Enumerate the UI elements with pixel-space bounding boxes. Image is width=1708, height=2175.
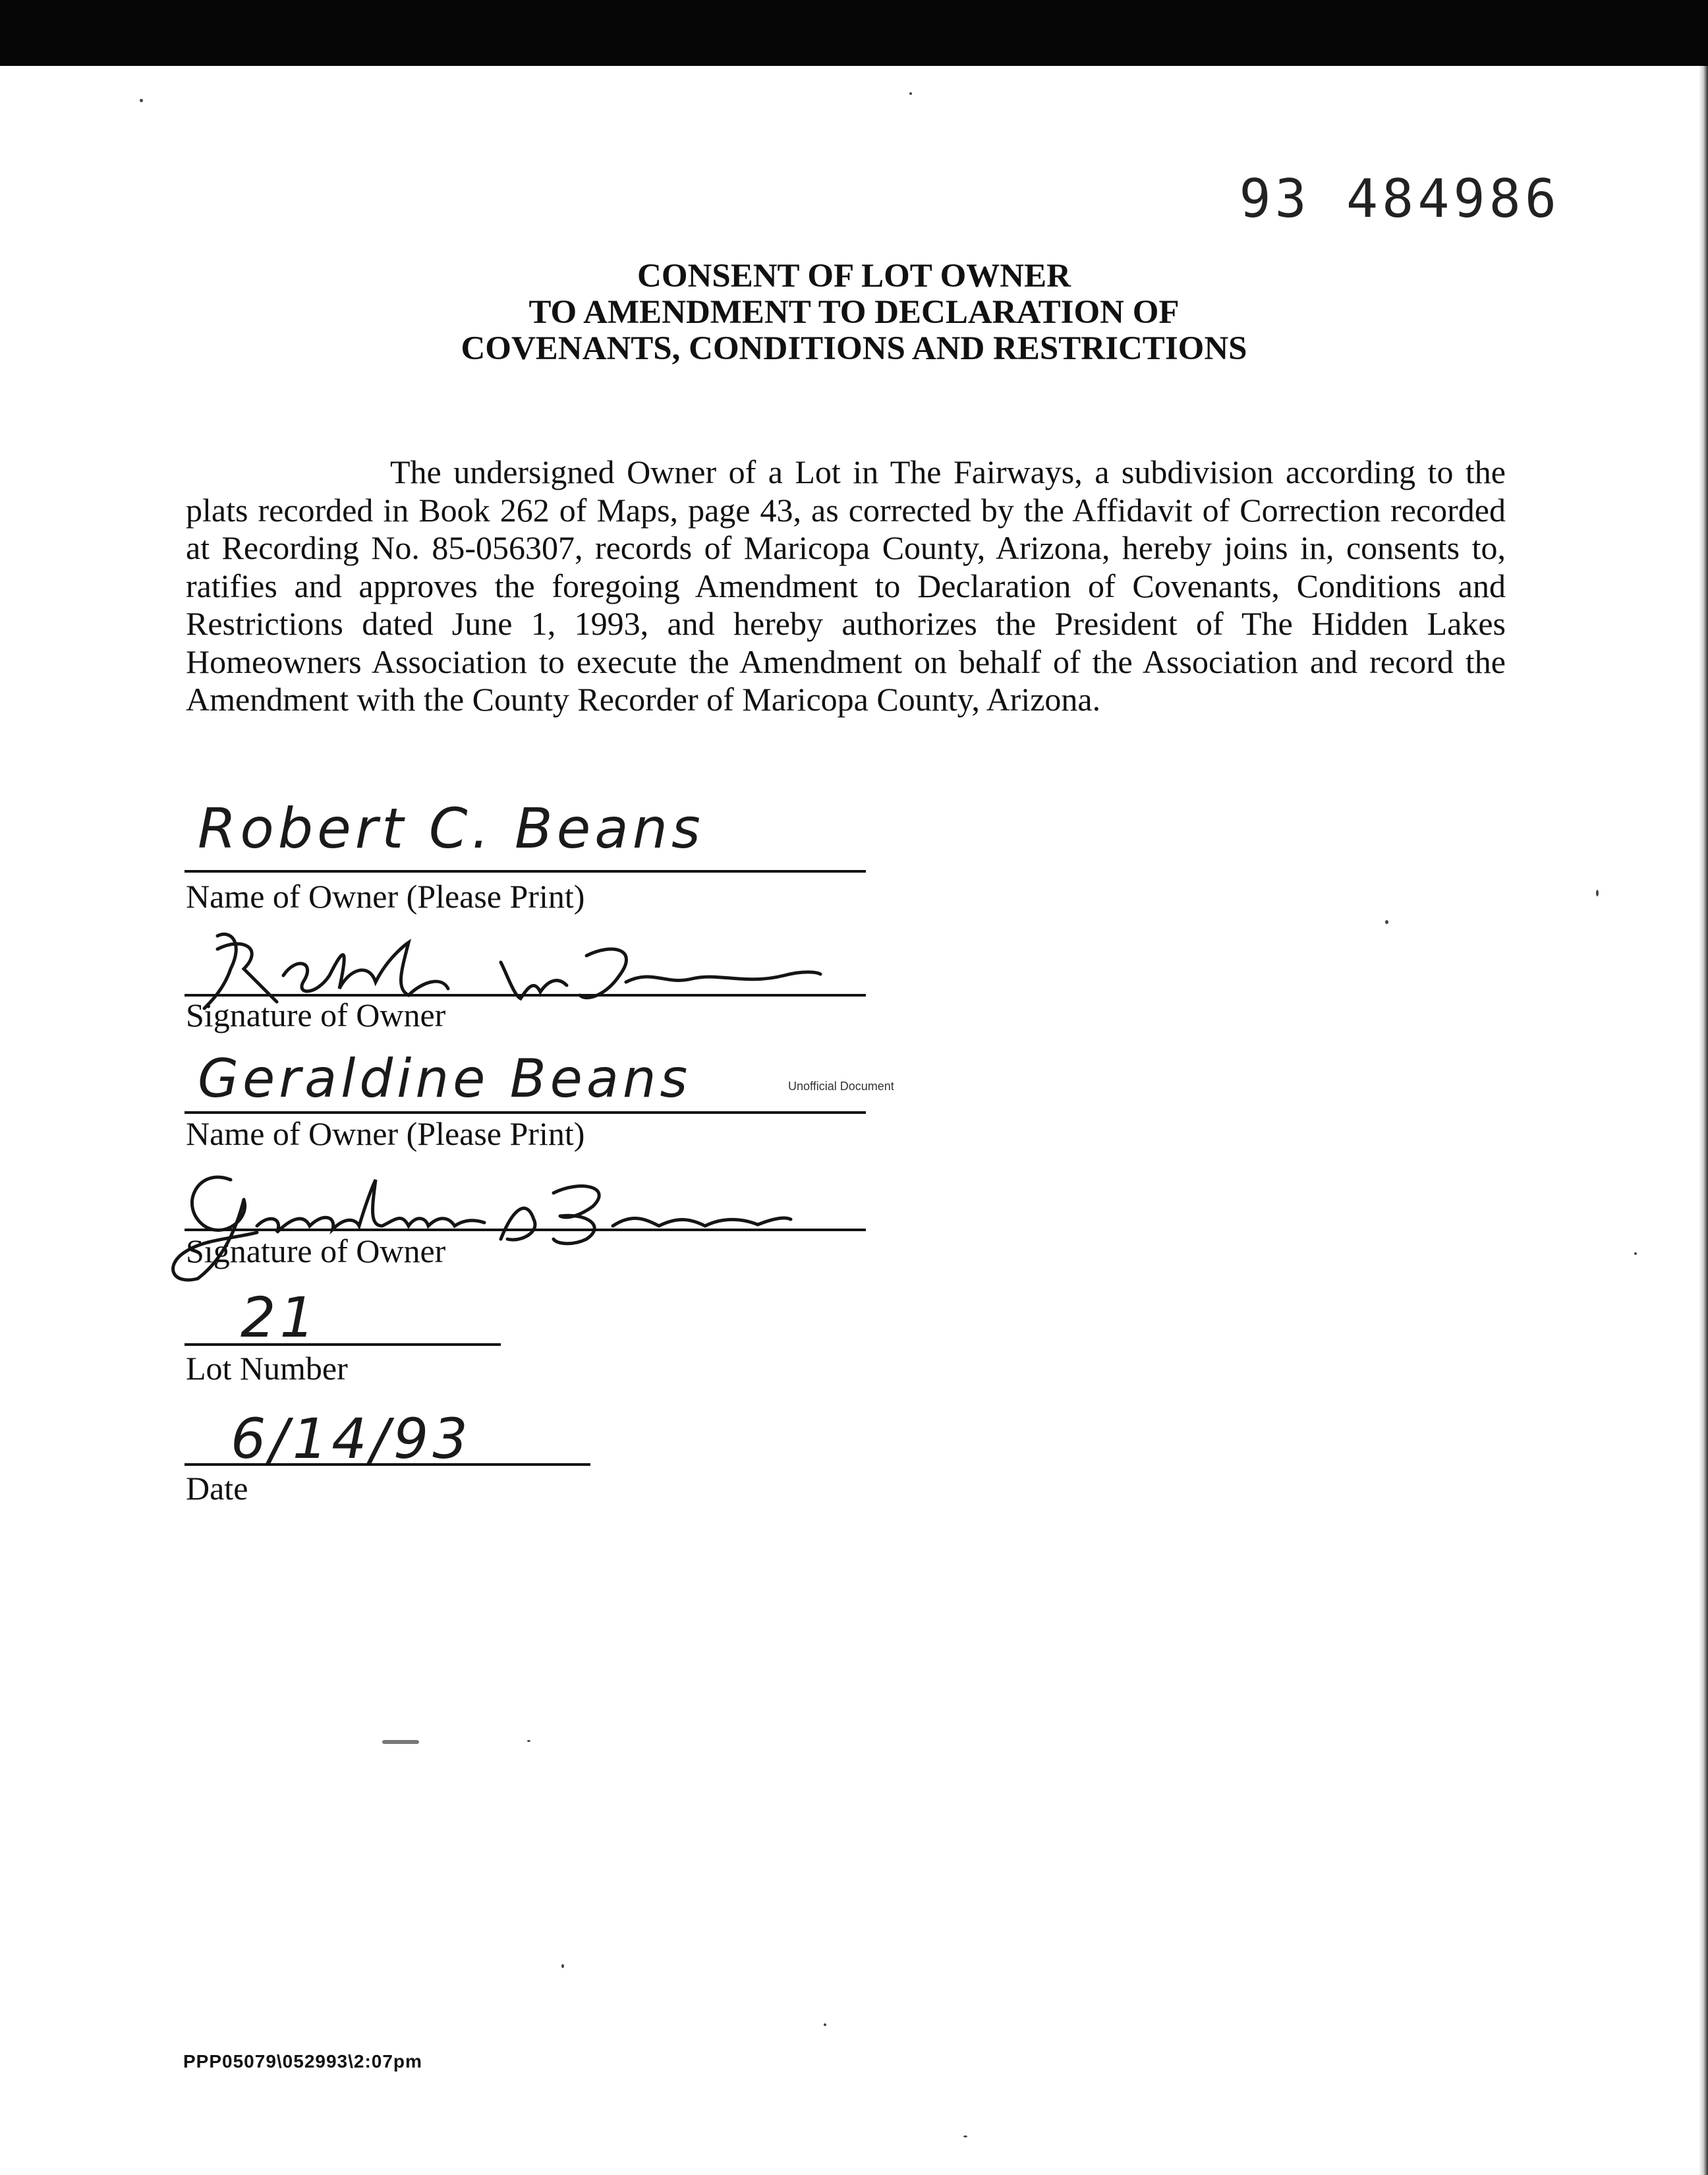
document-title <box>0 258 1708 367</box>
scan-speck <box>527 1740 530 1742</box>
lot-number-label: Lot Number <box>186 1350 348 1387</box>
date-value: 6/14/93 <box>231 1406 472 1471</box>
scan-speck <box>909 92 912 95</box>
consent-text: The undersigned Owner of a Lot in The Fairways, a subdivision according to the plats recorded in Book 262 of Maps, page 43, as corrected by the Affidavit of Correction recorded at Recording No. 85-056307, records of Maricopa County, Arizona, hereby joins in, consents to, ratifies and approves the foregoing Amendment to Declaration of Covenants, Conditions and Restrictions dated June 1, 1993, and hereby authorizes the President of The Hidden Lakes Homeowners Association to execute the Amendment on behalf of the Association and record the Amendment with the County Recorder of Maricopa County, Arizona. <box>186 453 1506 718</box>
scan-right-edge <box>1699 66 1708 2175</box>
title-line-3: COVENANTS, CONDITIONS AND RESTRICTIONS <box>461 330 1247 367</box>
lot-number-value: 21 <box>241 1285 319 1350</box>
scan-speck <box>1385 920 1388 924</box>
owner-1-printed-name: Robert C. Beans <box>198 796 704 861</box>
consent-paragraph <box>186 453 1506 719</box>
title-line-1: CONSENT OF LOT OWNER <box>637 258 1071 295</box>
owner-2-signature-line <box>185 1229 866 1231</box>
footer-file-code: PPP05079\052993\2:07pm <box>183 2051 422 2072</box>
owner-1-signature-label: Signature of Owner <box>186 997 446 1033</box>
scan-speck <box>1596 890 1599 896</box>
date-line <box>185 1463 590 1466</box>
scan-speck <box>824 2023 826 2026</box>
lot-number-line <box>185 1343 501 1346</box>
scan-speck <box>1634 1252 1637 1255</box>
scan-speck <box>561 1964 564 1968</box>
recording-number: 93 484986 <box>1239 168 1560 229</box>
unofficial-document-watermark: Unofficial Document <box>788 1080 894 1093</box>
title-line-2: TO AMENDMENT TO DECLARATION OF <box>528 294 1180 331</box>
owner-2-signature-label: Signature of Owner <box>186 1232 446 1269</box>
scan-speck <box>963 2135 967 2137</box>
owner-1-name-label: Name of Owner (Please Print) <box>186 878 585 915</box>
scan-speck <box>382 1740 419 1744</box>
owner-2-name-line <box>185 1111 866 1114</box>
scan-top-border <box>0 0 1708 66</box>
scan-speck <box>140 99 143 102</box>
owner-2-printed-name: Geraldine Beans <box>198 1048 692 1109</box>
owner-1-name-line <box>185 870 866 873</box>
date-label: Date <box>186 1470 248 1507</box>
owner-2-name-label: Name of Owner (Please Print) <box>186 1115 585 1152</box>
